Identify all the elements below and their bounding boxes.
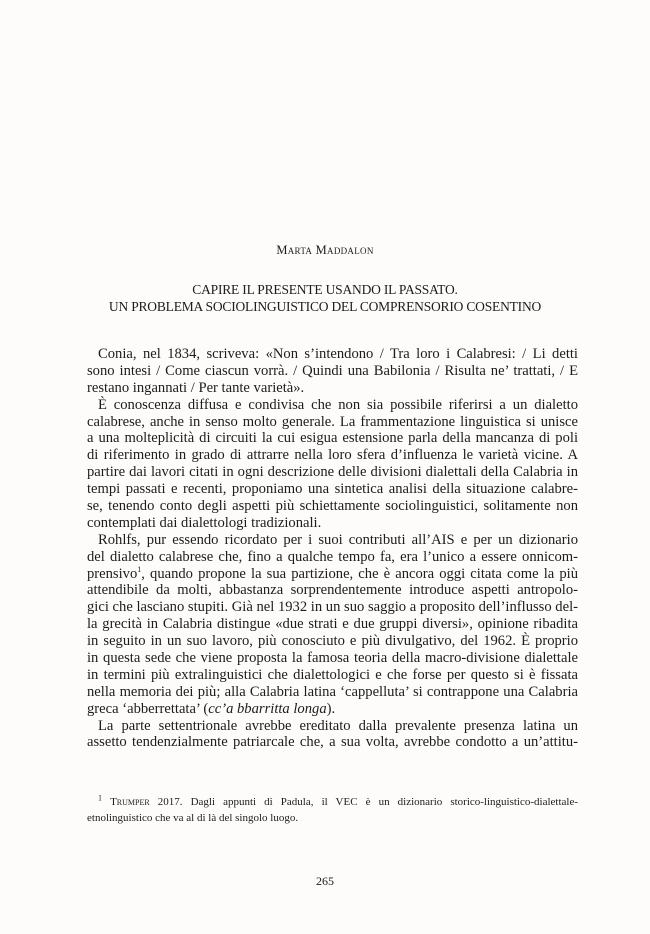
- footnote-number: 1: [98, 793, 102, 803]
- text-line: contemplati dai dialettologi tradizionali.: [87, 514, 322, 531]
- article-title: [40, 281, 610, 315]
- text-line: calabrese, anche in senso molto generale. La frammentazione linguistica si unisce: [87, 413, 578, 430]
- title-line-2: UN PROBLEMA SOCIOLINGUISTICO DEL COMPRENSORIO COSENTINO: [108, 299, 542, 314]
- text-line: [87, 701, 578, 718]
- footnote-line-2: etnolinguistico che va al di là del singolo luogo.: [87, 811, 299, 824]
- text-line: È conoscenza diffusa e condivisa che non sia possibile riferirsi a un dialetto: [98, 396, 578, 413]
- text-line: la grecità in Calabria distingue «due strati e due gruppi diversi», opinione ribadita: [87, 616, 578, 633]
- text-line: partire dai lavori citati in ogni descrizione delle divisioni dialettali della Calabria in: [87, 464, 578, 481]
- text-fragment: , quando propone la sua partizione, che è ancora oggi citata come la più: [141, 565, 578, 582]
- text-line: Conia, nel 1834, scriveva: «Non s’intendono / Tra loro i Calabresi: / Li detti: [98, 346, 578, 362]
- text-line: a una molteplicità di circuiti la cui esigua estensione parla della mancanza di poli: [87, 430, 578, 447]
- text-line: La parte settentrionale avrebbe ereditato dalla prevalente presenza latina un: [98, 717, 578, 734]
- text-fragment: greca ‘abberrettata’ (: [87, 700, 209, 717]
- footnote: [87, 795, 578, 826]
- author-name: Marta Maddalon: [276, 243, 374, 257]
- text-line: in termini più extralinguistici che dialettologici e che forse per questo si è fissata: [87, 666, 578, 683]
- text-line: se, tenendo conto degli aspetti più schiettamente sociolinguistici, solitamente non: [87, 498, 578, 515]
- text-line: restano ingannati / Per tante varietà».: [87, 379, 305, 396]
- page-number: 265: [316, 874, 334, 888]
- footnote-author: Trumper: [110, 796, 150, 808]
- text-fragment: prensivo: [87, 565, 138, 582]
- footnote-reference[interactable]: 1: [137, 564, 142, 574]
- text-line: gici che lasciano stupiti. Già nel 1932 in un suo saggio a proposito dell’influsso del-: [87, 599, 578, 616]
- text-fragment: ).: [326, 700, 336, 717]
- body-text: [87, 346, 578, 751]
- text-line: in seguito in un suo lavoro, più conosciuto e più divulgativo, del 1962. È proprio: [87, 633, 578, 650]
- text-line: Rohlfs, pur essendo ricordato per i suoi contributi all’AIS e per un dizionario: [98, 531, 578, 548]
- text-line: tempi passati e recenti, proponiamo una sintetica analisi della situazione calabre-: [87, 481, 578, 498]
- text-line: di riferimento in grado di attrarre nella loro sfera d’influenza le varietà vicine. A: [87, 447, 578, 464]
- text-line: in questa sede che viene proposta la famosa teoria della macro-divisione dialettale: [87, 650, 578, 667]
- title-line-1: CAPIRE IL PRESENTE USANDO IL PASSATO.: [192, 282, 458, 297]
- text-line: assetto tendenzialmente patriarcale che, a sua volta, avrebbe condotto a un’attitu-: [87, 734, 578, 751]
- text-line: nella memoria dei più; alla Calabria latina ‘cappelluta’ si contrappone una Calabria: [87, 683, 578, 700]
- footnote-text: 2017. Dagli appunti di Padula, il VEC è un dizionario storico-linguistico-dialettale-: [157, 796, 578, 808]
- text-line: del dialetto calabrese che, fino a qualche tempo fa, era l’unico a essere onnicom-: [87, 548, 578, 565]
- text-line: sono intesi / Come ciascun vorrà. / Quindi una Babilonia / Risulta ne’ trattati, / E: [87, 362, 578, 379]
- text-line-with-footnote: [87, 566, 578, 583]
- italic-dialect-phrase: cc’a bbarritta longa: [208, 700, 327, 717]
- footnote-line-1: [87, 795, 578, 811]
- text-line: attendibile da molti, abbastanza sorprendentemente introduce aspetti antropolo-: [87, 582, 578, 599]
